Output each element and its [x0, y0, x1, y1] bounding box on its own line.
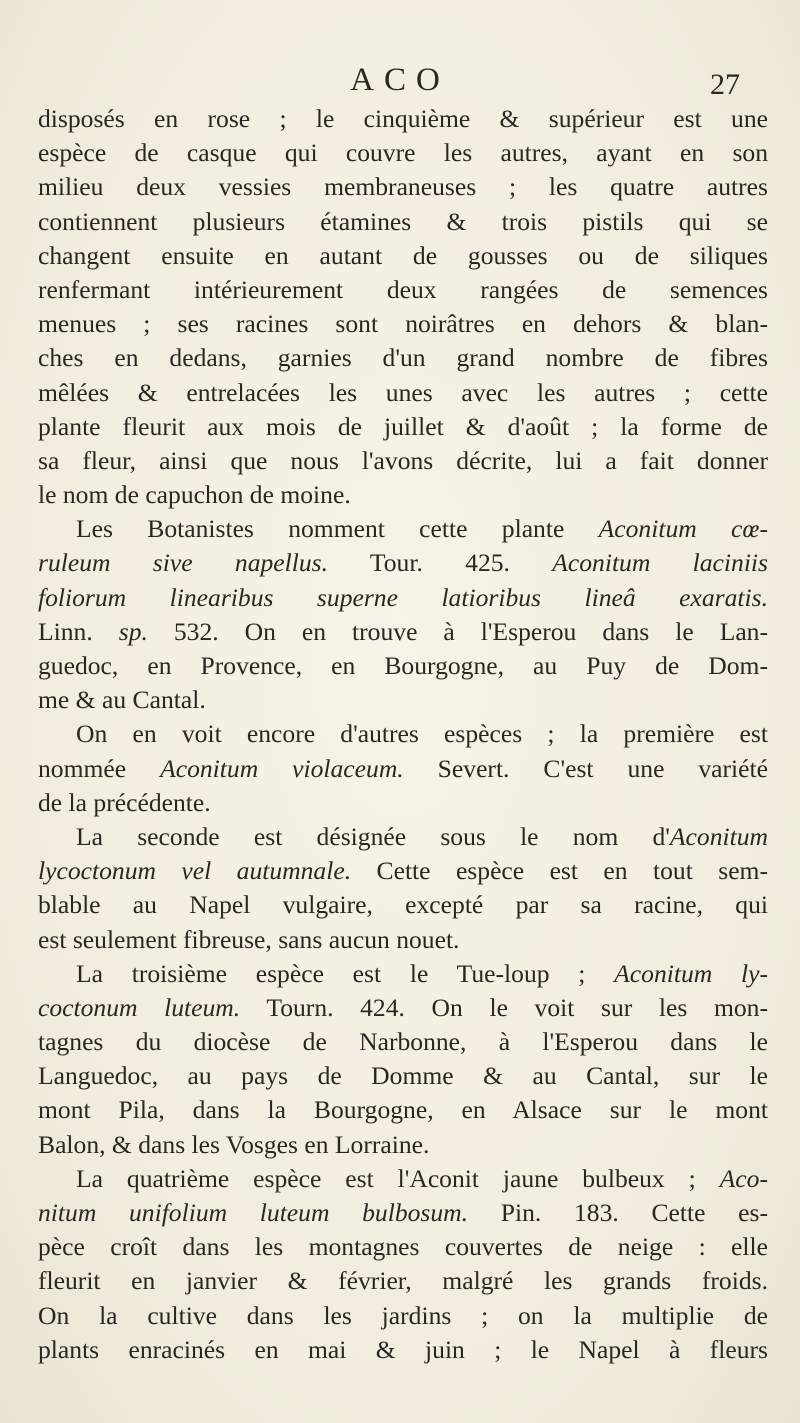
text-segment: guedoc, en Provence, en Bourgogne, au Puy de Dom- — [38, 651, 768, 680]
text-segment: mêlées & entrelacées les unes avec les autres ; cette — [38, 377, 768, 407]
text-line — [38, 376, 768, 410]
italic-text: sp. — [118, 616, 148, 646]
text-segment: On en voit encore d'autres espèces ; la première est — [76, 719, 768, 749]
italic-text: Aconitum — [669, 821, 768, 851]
text-line — [38, 1299, 768, 1333]
italic-text: ruleum sive napellus. — [38, 548, 329, 578]
text-segment: menues ; ses racines sont noirâtres en dehors & blan- — [38, 309, 768, 339]
text-line — [38, 478, 768, 512]
italic-text: Aconitum laciniis — [552, 548, 768, 578]
body-text — [38, 102, 768, 1367]
italic-text: Aco- — [719, 1163, 768, 1193]
text-segment: de la précédente. — [38, 787, 211, 817]
text-line — [38, 683, 768, 717]
text-segment: sa fleur, ainsi que nous l'avons décrite, lui a fait donner — [38, 445, 768, 475]
text-segment: ches en dedans, garnies d'un grand nombre de fibres — [38, 343, 768, 373]
text-segment: fleurit en janvier & février, malgré les grands froids. — [38, 1266, 768, 1296]
text-segment: pèce croît dans les montagnes couvertes de neige : elle — [38, 1232, 768, 1262]
text-line — [38, 752, 768, 786]
text-line — [38, 615, 768, 649]
text-segment: contiennent plusieurs étamines & trois pistils qui se — [38, 206, 768, 236]
text-segment: Cette espèce est en tout sem- — [351, 856, 768, 886]
page-number: 27 — [710, 68, 740, 101]
italic-text: nitum unifolium luteum bulbosum. — [38, 1198, 469, 1227]
text-segment: La quatrième espèce est l'Aconit jaune bulbeux ; — [76, 1163, 720, 1193]
text-segment: milieu deux vessies membraneuses ; les quatre autres — [38, 172, 768, 202]
text-line — [38, 205, 768, 239]
text-line — [38, 820, 768, 854]
text-segment: 532. On en trouve à l'Esperou dans le Lan- — [147, 616, 769, 646]
text-segment: Balon, & dans les Vosges en Lorraine. — [38, 1129, 430, 1159]
text-line — [38, 410, 768, 444]
text-segment: Tour. 425. — [328, 548, 553, 578]
text-segment: On la cultive dans les jardins ; on la multiplie de — [38, 1300, 768, 1330]
text-line — [38, 854, 768, 888]
text-line — [38, 957, 768, 991]
text-segment: espèce de casque qui couvre les autres, ayant en son — [38, 138, 768, 168]
text-line — [38, 170, 768, 204]
text-line — [38, 1128, 768, 1162]
text-line — [38, 888, 768, 922]
text-segment: blable au Napel vulgaire, excepté par sa racine, qui — [38, 890, 768, 920]
text-segment: renfermant intérieurement deux rangées de semences — [38, 274, 768, 304]
text-line — [38, 923, 768, 957]
text-line — [38, 1162, 768, 1196]
text-line — [38, 444, 768, 478]
text-line — [38, 273, 768, 307]
text-segment: le nom de capuchon de moine. — [38, 480, 351, 510]
running-head: ACO — [350, 62, 450, 98]
text-segment: Les Botanistes nomment cette plante — [76, 514, 599, 544]
text-line — [38, 512, 768, 546]
text-segment: La seconde est désignée sous le nom d' — [76, 821, 670, 851]
text-line — [38, 991, 768, 1025]
italic-text: foliorum linearibus superne latioribus lineâ exaratis. — [38, 582, 768, 612]
text-segment: est seulement fibreuse, sans aucun nouet. — [38, 924, 460, 954]
text-segment: tagnes du diocèse de Narbonne, à l'Esperou dans le — [38, 1027, 768, 1057]
text-segment: Tourn. 424. On le voit sur les mon- — [240, 992, 768, 1022]
text-line — [38, 1230, 768, 1264]
text-line — [38, 1059, 768, 1093]
text-line — [38, 786, 768, 820]
text-segment: Severt. C'est une variété — [403, 753, 769, 783]
italic-text: Aconitum ly- — [614, 958, 768, 988]
text-line — [38, 136, 768, 170]
text-segment: changent ensuite en autant de gousses ou de siliques — [38, 240, 768, 270]
text-segment: plante fleurit aux mois de juillet & d'août ; la forme de — [38, 411, 768, 441]
text-line — [38, 546, 768, 580]
italic-text: Aconitum violaceum. — [160, 753, 404, 783]
text-segment: Pin. 183. Cette es- — [468, 1198, 769, 1227]
text-line — [38, 581, 768, 615]
italic-text: coctonum luteum. — [38, 992, 241, 1022]
text-line — [38, 649, 768, 683]
text-line — [38, 1333, 768, 1367]
text-segment: me & au Cantal. — [38, 685, 206, 715]
text-line — [38, 307, 768, 341]
text-segment: mont Pila, dans la Bourgogne, en Alsace sur le mont — [38, 1095, 768, 1125]
text-line — [38, 102, 768, 136]
italic-text: Aconitum cœ- — [598, 514, 768, 544]
text-segment: La troisième espèce est le Tue-loup ; — [76, 958, 615, 988]
italic-text: lycoctonum vel autumnale. — [38, 856, 352, 886]
text-line — [38, 717, 768, 751]
text-segment: Languedoc, au pays de Domme & au Cantal, sur le — [38, 1061, 768, 1091]
text-segment: nommée — [38, 753, 161, 783]
text-line — [38, 1196, 768, 1230]
text-segment: plants enracinés en mai & juin ; le Napel à fleurs — [38, 1334, 768, 1364]
text-line — [38, 1264, 768, 1298]
text-line — [38, 341, 768, 375]
text-line — [38, 239, 768, 273]
text-segment: Linn. — [38, 616, 119, 646]
text-line — [38, 1025, 768, 1059]
text-line — [38, 1093, 768, 1127]
text-segment: disposés en rose ; le cinquième & supérieur est une — [38, 104, 768, 133]
page-header — [0, 62, 800, 106]
